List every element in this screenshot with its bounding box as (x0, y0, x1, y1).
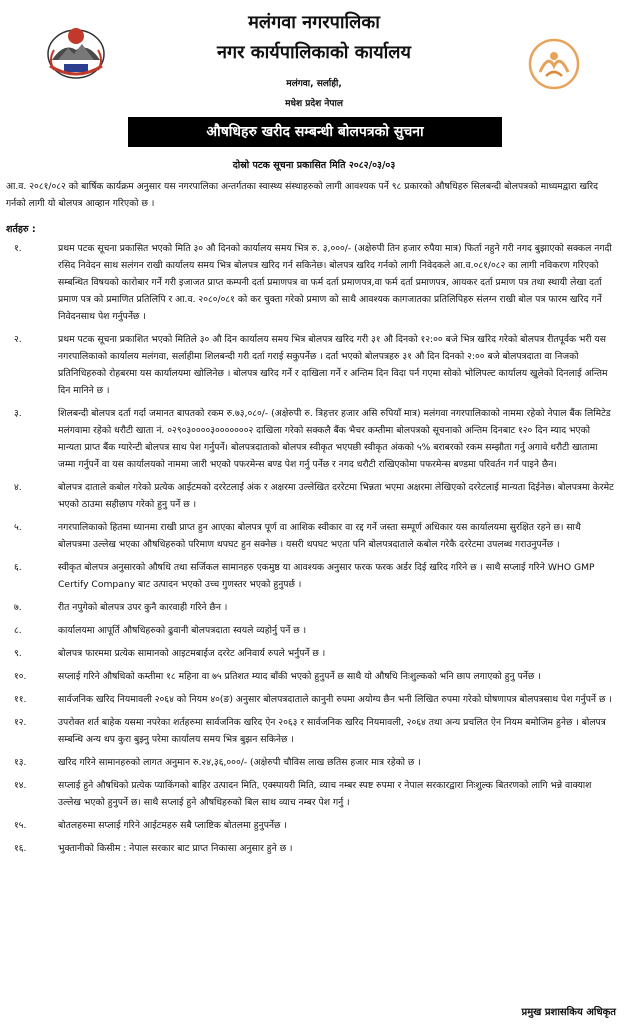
clause-text: प्रथम पटक सूचना प्रकाशित भएको मितिले ३० औ दिन कार्यालय समय भित्र बोलपत्र खरिद गरी ३१ औ दिनको १२:०० बजे भित्र खरिद गरेको बोलपत्र रीतपूर्वक भरी यस नगरपालिकाको कार्यालय मलंगवा, सर्लाहीमा शिलबन्दी गरी दर्ता गराई सकुपर्नेछ । दर्ता भएको बोलपत्रहरु ३१ औ दिन दिनको २:०० बजे बोलपत्रदाता वा निजको प्रतिनिधिहरुको रोहबरमा यस कार्यालयमा खोलिनेछ । बोलपत्र खरिद गर्ने र दाखिला गर्ने र अन्तिम दिन विदा पर्न गएमा सोको भोलिपल्ट कार्यालय खुलेको दिनलाई अन्तिम दिन मानिने छ । (58, 334, 608, 396)
clause-number: ११. (14, 694, 27, 705)
clause-item (0, 599, 628, 616)
clause-number: १३. (14, 757, 27, 768)
header (0, 0, 628, 116)
clause-list (0, 240, 628, 863)
clause-text: कार्यालयमा आपूर्ति औषधिहरुको ढुवानी बोलपत्रदाता स्वयले व्यहोर्नु पर्ने छ । (58, 625, 307, 636)
clause-number: ३. (14, 408, 22, 419)
clause-number: १५. (14, 820, 27, 831)
clause-item (0, 405, 628, 473)
address-line-1: मलंगवा, सर्लाही, (286, 79, 342, 89)
clause-number: १. (14, 243, 22, 254)
clause-number: २. (14, 334, 22, 345)
address-line-2: मधेश प्रदेश नेपाल (285, 99, 343, 109)
clause-number: ४. (14, 482, 22, 493)
clause-text: भुक्तानीको किसीम : नेपाल सरकार बाट प्राप्त निकासा अनुसार हुने छ । (58, 843, 293, 854)
clause-text: बोलपत्र फारममा प्रत्येक सामानको आइटमबाईज दररेट अनिवार्य रुपले भर्नुपर्ने छ । (58, 648, 326, 659)
clause-number: १४. (14, 780, 27, 791)
clause-number: १०. (14, 671, 27, 682)
clause-text: सार्वजनिक खरिद नियमावली २०६४ को नियम ४०(ङ) अनुसार बोलपत्रदाताले कानुनी रुपमा अयोग्य छैन भनी लिखित रुपमा गरेको घोषणापत्र बोलपत्रसाथ पेश गर्नुपर्ने छ । (58, 694, 612, 705)
clause-item (0, 714, 628, 748)
clause-text: शिलबन्दी बोलपत्र दर्ता गर्दा जमानत बापतको रकम रु.७३,०८०/- (अक्षेरुपी रु. त्रिहत्तर हजार असि रुपियाँ मात्र) मलंगवा नगरपालिकाको नाममा रहेको नेपाल बैंक लिमिटेड मलंगवामा रहेको धरौटी खाता नं. ०२९०३००००३०००००००२ दाखिला गरेको सक्कलै बैंक भैचर कम्तीमा बोलपत्रको सूचनाको अन्तिम दिनबाट १२० दिन म्याद भएको मान्यता प्राप्त बैंक ग्यारेन्टी बोलपत्र साथ पेश गर्नुपर्ने। बोलपत्रदाताको बोलपत्र स्वीकृत भएपछी स्वीकृत अंकको ५% बराबरको रकम सम्झौता गर्नु अगावे धरौटी खातामा जम्मा गर्नुपर्ने वा यस कार्यालयको नाममा जारी भएको पफरमेन्स बण्ड पेश गर्नु पर्नेछ र नगद धरौटी राखिएकोमा पफरमेन्स बण्डमा परिवर्तन गर्न पाइने छैन। (58, 408, 611, 470)
terms-heading: शर्तहरु : (6, 224, 36, 235)
notice-title: औषधिहरु खरीद सम्बन्धी बोलपत्रको सुचना (128, 117, 502, 147)
clause-number: ९. (14, 648, 22, 659)
clause-text: नगरपालिकाको हितमा ध्यानमा राखी प्राप्त हुन आएका बोलपत्र पूर्ण वा आशिक स्वीकार वा रद्द गर्ने जस्ता सम्पूर्ण अधिकार यस कार्यालयमा सुरक्षित रहने छ। साथै बोलपत्रमा उल्लेख भएका औषधिहरुको परिमाण थपघट हुन सक्नेछ । यसरी थपघट भएता पनि बोलपत्रदाताले कबोल गरेकै दररेटमा उपलब्ध गराउनुपर्नेछ । (58, 522, 581, 550)
clause-number: ८. (14, 625, 22, 636)
clause-item (0, 622, 628, 639)
clause-text: रीत नपुगेको बोलपत्र उपर कुनै कारवाही गरिने छैन । (58, 602, 228, 613)
clause-text: खरिद गरिने सामानहरुको लागत अनुमान रु.२४,३६,०००/- (अक्षेरुपी चौविस लाख छतिस हजार मात्र रहेको छ । (58, 757, 421, 768)
signature: प्रमुख प्रशासकिय अधिकृत (521, 1007, 616, 1018)
clause-text: सप्लाई गरिने औषधिको कम्तीमा १८ महिना वा ७५ प्रतिशत म्याद बाँकी भएको हुनुपर्ने छ साथै यो औषधि निःशुल्कको भनि छाप लगाएको हुनु पर्नेछ । (58, 671, 541, 682)
clause-item (0, 645, 628, 662)
intro-paragraph: आ.व. २०८१/०८२ को बार्षिक कार्यक्रम अनुसार यस नगरपालिका अन्तर्गतका स्वास्थ्य संस्थाहरुको लागी आवश्यक पर्ने ९८ प्रकारको औषधिहरु सिलबन्दी बोलपत्रको माध्यमद्वारा खरिद गर्नको लागी यो बोलपत्र आव्हान गरिएको छ । (6, 181, 599, 209)
clause-item (0, 240, 628, 325)
clause-text: प्रथम पटक सूचना प्रकासित भएको मिति ३० औ दिनको कार्यालय समय भित्र रु. ३,०००/- (अक्षेरुपी तिन हजार रुपैया मात्र) फिर्ता नहुने गरी नगद बुझाएको सक्कल नगदी रसिद निवेदन साथ सलंगन राखी कार्यालय समय भित्र बोलपत्र खरिद गर्न सकिनेछ। बोलपत्र खरिद गर्नको लागी निवेदकले आ.व.०८१/०८२ का लागी नविकरण गरिएको सम्बन्धित विषयको कारोबार गर्ने गरी इजाजत प्राप्त कम्पनी दर्ता प्रमाणपत्र वा फर्म दर्ता प्रमाणपत्र,वा फर्म दर्ता प्रमाणपत्र, आयकर दर्ता प्रमाण पत्र तथा स्थायी लेखा दर्ता प्रमाण पत्र को प्रमाणित प्रतिलिपि र आ.व. २०८०/०८१ को कर चुक्ता गरेको प्रमाण को साथै आवश्यक कागजातका प्रतिलिपिहरु संलग्न राखी बोल पत्र फारम खरिद गर्ने निवेदनसाथ पेश गर्नुपर्नेछ । (58, 243, 612, 322)
clause-number: १६. (14, 843, 27, 854)
clause-item (0, 754, 628, 771)
clause-text: सप्लाई हुने औषधिको प्रत्येक प्याकिंगको बाहिर उत्पादन मिति, एक्स्पायरी मिति, व्याच नम्बर स्पष्ट रुपमा र नेपाल सरकारद्वारा निःशुल्क बितरणको लागि भन्ने वाक्याश उल्लेख भएको हुनुपर्ने छ। साथै सप्लाई हुने औषधिहरुको बिल साथ व्याच नम्बर पेश गर्नु । (58, 780, 592, 808)
office-name: नगर कार्यपालिकाको कार्यालय (217, 42, 411, 63)
clause-item (0, 479, 628, 513)
clause-number: १२. (14, 717, 27, 728)
notice-subtitle: दोस्रो पटक सूचना प्रकासित मिति २०८२/०३/०३ (232, 160, 396, 171)
clause-item (0, 817, 628, 834)
clause-item (0, 840, 628, 857)
clause-item (0, 519, 628, 553)
clause-item (0, 668, 628, 685)
clause-item (0, 777, 628, 811)
clause-text: स्वीकृत बोलपत्र अनुसारको औषधि तथा सर्जिकल सामानहरु एकमुष्ठ या आवश्यक अनुसार फरक फरक अर्डर दिई खरिद गरिने छ । साथै सप्लाई गरिने WHO GMP Certify Company बाट उत्पादन भएको उच्च गुणस्तर भएको हुनुपर्छ । (58, 562, 595, 590)
municipality-logo-icon (526, 36, 582, 92)
clause-number: ५. (14, 522, 22, 533)
clause-number: ७. (14, 602, 22, 613)
clause-text: उपरोक्त शर्त बाहेक यसमा नपरेका शर्तहरुमा सार्वजनिक खरिद ऐन २०६३ र सार्वजनिक खरिद नियमावली, २०६४ तथा अन्य प्रचलित ऐन नियम बमोजिम हुनेछ । बोलपत्र सम्बन्धि अन्य थप कुरा बुझ्नु परेमा कार्यालय समय भित्र बुझन सकिनेछ । (58, 717, 606, 745)
clause-item (0, 691, 628, 708)
clause-item (0, 559, 628, 593)
municipality-name: मलंगवा नगरपालिका (248, 12, 380, 33)
clause-text: बोतलहरुमा सप्लाई गरिने आईटमहरु सबै प्लाष्टिक बोतलमा हुनुपर्नेछ । (58, 820, 287, 831)
clause-text: बोलपत्र दाताले कबोल गरेको प्रत्येक आईटमको दररेटलाई अंक र अक्षरमा उल्लेखित दररेटमा भिन्नता भएमा अक्षरमा लेखिएको दररेटलाई मान्यता दिईनेछ। बोलपत्रमा केरमेट भएको ठाउमा सहीछाप गरेको हुनु पर्ने छ । (58, 482, 614, 510)
clause-number: ६. (14, 562, 22, 573)
clause-item (0, 331, 628, 399)
